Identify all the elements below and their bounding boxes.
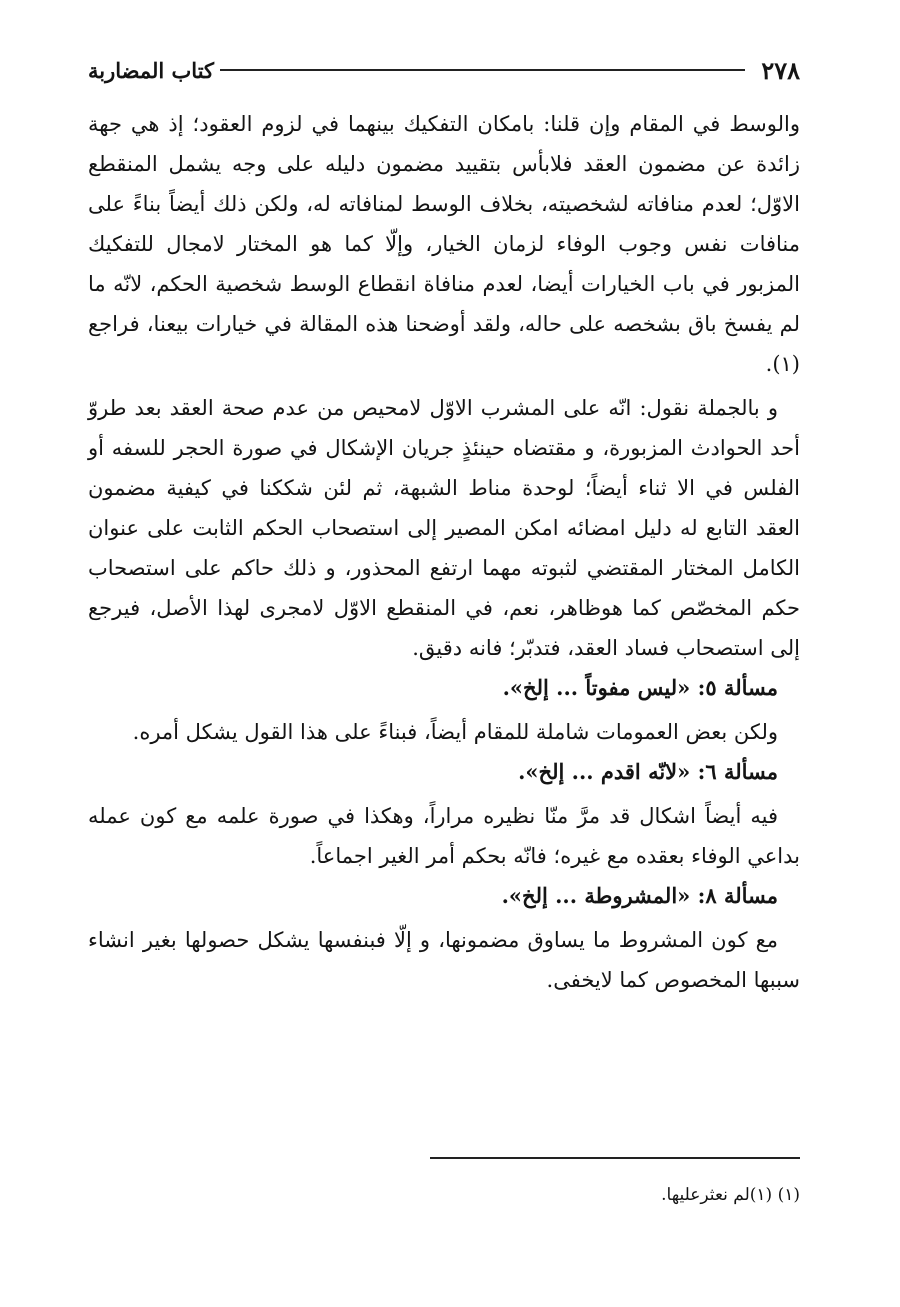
header-rule <box>220 69 745 71</box>
paragraph-4: فيه أيضاً اشكال قد مرَّ منّا نظيره مراراً، وهكذا في صورة علمه مع كون عمله بداعي الوفاء بعقده مع غيره؛ فانّه بحكم أمر الغير اجماعاً. <box>88 804 800 868</box>
body-text <box>88 104 800 1000</box>
footnote: (١) (١)لم نعثرعليها. <box>661 1185 800 1205</box>
question-heading-8: مسألة ٨: «المشروطة ... إلخ». <box>501 883 778 908</box>
paragraph-2: و بالجملة نقول: انّه على المشرب الاوّل لامحيص من عدم صحة العقد بعد طروّ أحد الحوادث المزبورة، و مقتضاه حينئذٍ جريان الإشكال في صورة الحجر للسفه أو الفلس في الا ثناء أيضاً؛ لوحدة مناط الشبهة، ثم لئن شككنا في كيفية مضمون العقد التابع له دليل امضائه امكن المصير إلى استصحاب الحكم الثابت على عنوان الكامل المختار المقتضي لثبوته مهما ارتفع المحذور، و ذلك حاكم على استصحاب حكم المخصّص كما هوظاهر، نعم، في المنقطع الاوّل لامجرى لهذا الأصل، فيرجع إلى استصحاب فساد العقد، فتدبّر؛ فانه دقيق. <box>88 396 800 660</box>
question-heading-6: مسألة ٦: «لانّه اقدم ... إلخ». <box>518 759 778 784</box>
paragraph-3: ولكن بعض العمومات شاملة للمقام أيضاً، فبناءً على هذا القول يشكل أمره. <box>132 720 778 744</box>
page-number: ٢٧٨ <box>761 55 800 85</box>
running-header <box>88 50 800 90</box>
footnote-rule <box>430 1157 800 1159</box>
book-title: كتاب المضاربة <box>88 57 215 83</box>
paragraph-5: مع كون المشروط ما يساوق مضمونها، و إلّا فبنفسها يشكل حصولها بغير انشاء سببها المخصوص كما لايخفى. <box>88 928 800 992</box>
paragraph-1: والوسط في المقام وإن قلنا: بامكان التفكيك بينهما في لزوم العقود؛ إذ هي جهة زائدة عن مضمون العقد فلابأس بتقييد مضمون دليله على وجه يشمل المنقطع الاوّل؛ لعدم منافاته لشخصيته، بخلاف الوسط لمنافاته له، ولكن ذلك أيضاً بناءً على منافات نفس وجوب الوفاء لزمان الخيار، وإلّا كما هو المختار لامجال للتفكيك المزبور في باب الخيارات أيضا، لعدم منافاة انقطاع الوسط شخصية الحكم، لانّه ما لم يفسخ باق بشخصه على حاله، ولقد أوضحنا هذه المقالة في خيارات بيعنا، فراجع (١). <box>88 112 800 376</box>
question-heading-5: مسألة ٥: «ليس مفوتاً ... إلخ». <box>502 675 778 700</box>
